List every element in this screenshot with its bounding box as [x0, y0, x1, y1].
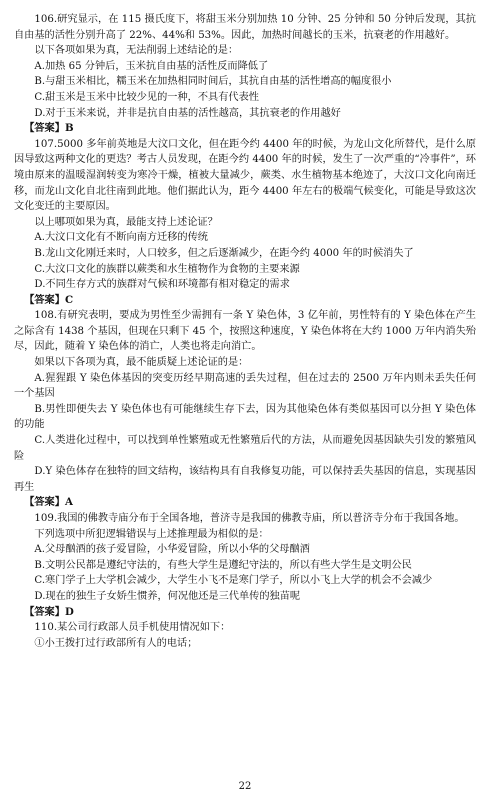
- question-108: [14, 308, 476, 511]
- option-d: D.现在的独生子女娇生惯养，何况他还是三代单传的独苗呢: [34, 590, 301, 602]
- option-b: B.龙山文化刚迁来时，人口较多，但之后逐渐减少，在距今约 4000 年的时候消失了: [34, 247, 414, 259]
- option-d: D.对于玉米来说，并非是抗自由基的活性越高，其抗衰老的作用越好: [34, 107, 341, 119]
- option-b: B.男性即便失去 Y 染色体也有可能继续生存下去，因为其他染色体有类似基因可以分担 Y 染色体的功能: [14, 403, 476, 431]
- answer-line: [14, 605, 476, 621]
- option-a: A.猩猩跟 Y 染色体基因的突变历经早期高速的丢失过程，但在过去的 2500 万年内则未丢失任何一个基因: [14, 372, 476, 400]
- option-b: B.文明公民都是遵纪守法的，有些大学生是遵纪守法的，所以有些大学生是文明公民: [34, 559, 412, 571]
- question-110: [14, 620, 476, 651]
- question-stem: 108.有研究表明，要成为男性至少需拥有一条 Y 染色体，3 亿年前，男性特有的 Y 染色体在产生之际含有 1438 个基因，但现在只剩下 45 个，按照这种速度，Y 染色体将在大约 1000 万年内消失殆尽，因此，随着 Y 染色体的消亡，人类也将走向消亡。: [14, 310, 476, 353]
- question-prompt: 以下各项如果为真，无法削弱上述结论的是：: [34, 45, 239, 57]
- option-c: C.大汶口文化的族群以蕨类和水生植物作为食物的主要来源: [34, 263, 300, 275]
- question-stem: 110.某公司行政部人员手机使用情况如下：: [34, 622, 231, 634]
- question-106: [14, 12, 476, 137]
- answer-line: [14, 293, 476, 309]
- option-d: D.不同生存方式的族群对气候和环境都有相对稳定的需求: [34, 279, 290, 291]
- question-stem: 106.研究显示，在 115 摄氏度下，将甜玉米分别加热 10 分钟、25 分钟和 50 分钟后发现，其抗自由基的活性分别升高了 22%、44%和 53%。因此，加热时间越长的玉米，抗衰老的作用越好。: [14, 14, 476, 41]
- question-prompt: 以上哪项如果为真，最能支持上述论证？: [34, 216, 218, 228]
- option-d: D.Y 染色体存在独特的回文结构，该结构具有自我修复功能，可以保持丢失基因的信息，实现基因再生: [14, 466, 476, 493]
- answer-label: 【答案】: [24, 496, 65, 509]
- answer-label: 【答案】: [24, 293, 65, 306]
- question-stem: 109.我国的佛教寺庙分布于全国各地，普济寺是我国的佛教寺庙，所以普济寺分布于我国各地。: [34, 513, 465, 524]
- question-107: [14, 137, 476, 309]
- option-c: C.甜玉米是玉米中比较少见的一种，不具有代表性: [34, 91, 259, 103]
- answer-value: B: [64, 122, 74, 135]
- answer-label: 【答案】: [24, 605, 65, 618]
- answer-value: C: [64, 293, 74, 306]
- answer-value: D: [64, 605, 74, 618]
- question-prompt: 如果以下各项为真，最不能质疑上述论证的是：: [34, 357, 249, 369]
- question-prompt: 下列选项中所犯逻辑错误与上述推理最为相似的是：: [34, 528, 269, 540]
- option-a: A.加热 65 分钟后，玉米抗自由基的活性反而降低了: [34, 60, 269, 72]
- option-b: B.与甜玉米相比，糯玉米在加热相同时间后，其抗自由基的活性增高的幅度很小: [34, 76, 392, 88]
- answer-line: [14, 121, 476, 137]
- question-stem: 107.5000 多年前英地是大汶口文化，但在距今约 4400 年的时候，为龙山文化所替代，是什么原因导致这两种文化的更迭？考古人员发现，在距今约 4400 年的时候，发生了一次严重的“冷事件”，环境由原来的温暖湿润转变为寒冷干燥，植被大量减少，蕨类、水生植物基本绝迹了，大汶口文化向南迁移，而龙山文化自北往南到此地。他们据此认为，距今 4400 年左右的极端气候变化，可能是导致这次文化变迁的主要原因。: [14, 138, 476, 213]
- option-c: C.寒门学子上大学机会减少，大学生小飞不是寒门学子，所以小飞上大学的机会不会减少: [34, 575, 433, 587]
- page-number: 22: [238, 781, 252, 792]
- option-c: C.人类进化过程中，可以找到单性繁殖或无性繁殖后代的方法，从而避免因基因缺失引发的繁殖风险: [14, 435, 476, 462]
- answer-line: [14, 495, 476, 511]
- question-109: [14, 511, 476, 620]
- option-a: A.父母酗酒的孩子爱冒险，小华爱冒险，所以小华的父母酗酒: [34, 544, 310, 556]
- answer-value: A: [64, 496, 73, 509]
- list-item: ①小王拨打过行政部所有人的电话；: [34, 637, 198, 649]
- answer-label: 【答案】: [24, 122, 65, 135]
- option-a: A.大汶口文化有不断向南方迁移的传统: [34, 232, 208, 244]
